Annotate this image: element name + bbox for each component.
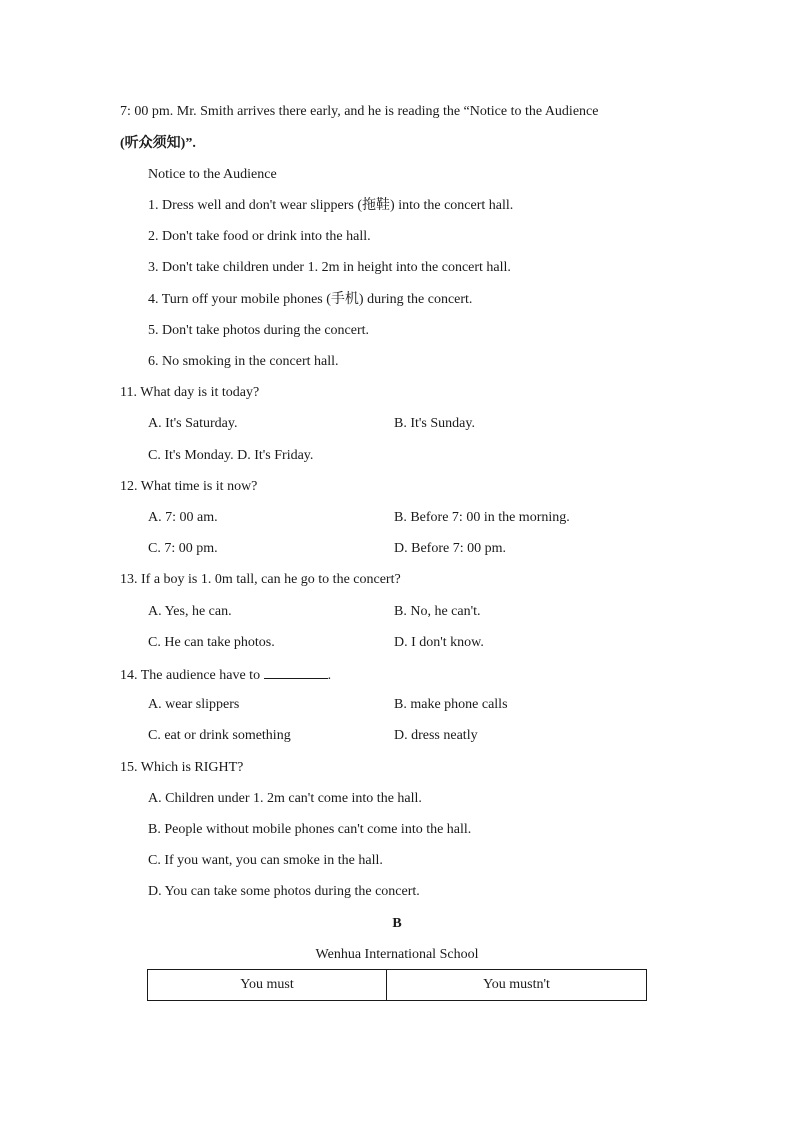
- question-14-stem-end: .: [327, 668, 332, 683]
- table-header-mustnt: You mustn't: [387, 970, 647, 1001]
- question-15-option-a: A. Children under 1. 2m can't come into the hall.: [148, 791, 422, 806]
- question-14-stem-text: 14. The audience have to: [120, 668, 261, 683]
- question-11-option-cd: C. It's Monday. D. It's Friday.: [148, 448, 314, 463]
- question-15-stem: 15. Which is RIGHT?: [120, 760, 244, 775]
- question-13-option-b: B. No, he can't.: [394, 604, 481, 619]
- question-13-option-c: C. He can take photos.: [148, 635, 275, 650]
- table-header-row: [148, 970, 647, 1001]
- question-12-option-b: B. Before 7: 00 in the morning.: [394, 510, 570, 525]
- question-11-stem: 11. What day is it today?: [120, 385, 260, 400]
- question-14-option-d: D. dress neatly: [394, 728, 478, 743]
- question-11-option-a: A. It's Saturday.: [148, 416, 238, 431]
- question-12-option-c: C. 7: 00 pm.: [148, 541, 218, 556]
- school-name: Wenhua International School: [315, 947, 479, 962]
- notice-rule-1: 1. Dress well and don't wear slippers (拖鞋) into the concert hall.: [148, 198, 514, 213]
- notice-rule-4: 4. Turn off your mobile phones (手机) during the concert.: [148, 292, 473, 307]
- question-13-option-d: D. I don't know.: [394, 635, 484, 650]
- question-14-option-b: B. make phone calls: [394, 697, 508, 712]
- question-14-option-a: A. wear slippers: [148, 697, 240, 712]
- notice-rule-5: 5. Don't take photos during the concert.: [148, 323, 370, 338]
- table-header-must: You must: [148, 970, 387, 1001]
- question-14-option-c: C. eat or drink something: [148, 728, 291, 743]
- intro-line-2: (听众须知)”.: [120, 136, 196, 151]
- notice-rule-3: 3. Don't take children under 1. 2m in height into the concert hall.: [148, 260, 511, 275]
- question-12-option-a: A. 7: 00 am.: [148, 510, 218, 525]
- intro-line-1: 7: 00 pm. Mr. Smith arrives there early, and he is reading the “Notice to the Audience: [120, 104, 599, 119]
- question-15-option-b: B. People without mobile phones can't come into the hall.: [148, 822, 472, 837]
- question-13-stem: 13. If a boy is 1. 0m tall, can he go to the concert?: [120, 572, 401, 587]
- question-14-stem: [120, 665, 331, 685]
- answer-blank: [264, 665, 328, 679]
- notice-rule-6: 6. No smoking in the concert hall.: [148, 354, 339, 369]
- notice-rule-2: 2. Don't take food or drink into the hall.: [148, 229, 371, 244]
- question-13-option-a: A. Yes, he can.: [148, 604, 232, 619]
- question-12-stem: 12. What time is it now?: [120, 479, 258, 494]
- section-b-heading: B: [392, 916, 402, 931]
- notice-title: Notice to the Audience: [148, 167, 277, 182]
- rules-table: [147, 969, 647, 1001]
- question-11-option-b: B. It's Sunday.: [394, 416, 475, 431]
- question-15-option-c: C. If you want, you can smoke in the hall.: [148, 853, 383, 868]
- question-12-option-d: D. Before 7: 00 pm.: [394, 541, 506, 556]
- question-15-option-d: D. You can take some photos during the concert.: [148, 884, 420, 899]
